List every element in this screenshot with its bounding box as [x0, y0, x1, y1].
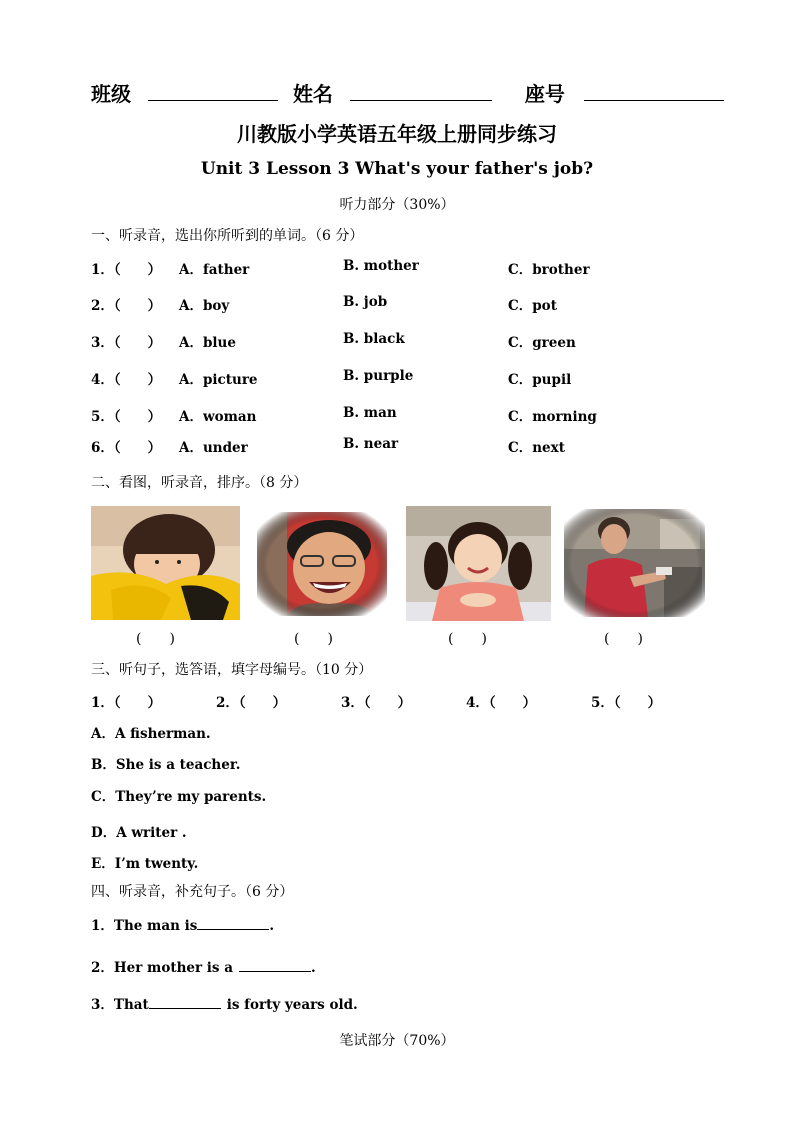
question-number[interactable]: 6．（ ）	[91, 440, 162, 456]
question-number[interactable]: 3．（ ）	[91, 335, 162, 351]
option-b: B. near	[343, 436, 399, 452]
question-number[interactable]: 1．（ ）	[91, 262, 162, 278]
option-a: A．woman	[179, 409, 257, 425]
answer-option-e: E．I’m twenty.	[91, 856, 199, 872]
order-blank-3[interactable]: ( )	[448, 631, 487, 647]
section2-heading: 二、看图，听录音，排序。（8 分）	[91, 475, 308, 491]
photo-smiling-girl	[406, 506, 551, 621]
sentence-3-text: 3．That	[91, 997, 149, 1013]
section1-heading: 一、听录音，选出你所听到的单词。（6 分）	[91, 228, 364, 244]
sentence-1-end: .	[269, 918, 275, 934]
name-field[interactable]	[350, 100, 492, 101]
child-photo-illustration	[91, 506, 240, 620]
answer-option-c: C．They’re my parents.	[91, 789, 267, 805]
header-fields	[91, 78, 724, 107]
option-a: A．blue	[179, 335, 236, 351]
name-label: 姓名	[292, 82, 333, 106]
option-b: B. man	[343, 405, 397, 421]
section3-heading: 三、听句子，选答语，填字母编号。（10 分）	[91, 662, 373, 678]
option-a: A．father	[179, 262, 250, 278]
option-c: C．brother	[508, 262, 590, 278]
question-number[interactable]: 5．（ ）	[91, 409, 162, 425]
sentence-3-blank[interactable]	[149, 1008, 221, 1009]
sentence-1-blank[interactable]	[197, 929, 269, 930]
woman-photo-illustration	[564, 509, 705, 617]
option-c: C．pot	[508, 298, 557, 314]
answer-option-a: A．A fisherman.	[91, 726, 211, 742]
order-blank-2[interactable]: ( )	[294, 631, 333, 647]
class-field[interactable]	[148, 100, 278, 101]
answer-blank-3[interactable]: 3．（ ）	[341, 695, 412, 711]
girl-photo-illustration	[406, 506, 551, 621]
photo-woman-red	[564, 509, 705, 617]
answer-blank-1[interactable]: 1．（ ）	[91, 695, 162, 711]
sentence-1	[91, 914, 274, 934]
photo-child-yellow	[91, 506, 240, 620]
seat-label: 座号	[524, 82, 565, 106]
sentence-2-text: 2．Her mother is a	[91, 960, 233, 976]
option-b: B. mother	[343, 258, 419, 274]
sentence-3-end: is forty years old.	[226, 997, 358, 1013]
photo-laughing-man	[257, 512, 387, 616]
page-subtitle: Unit 3 Lesson 3 What's your father's job?	[200, 159, 594, 179]
class-label: 班级	[91, 82, 131, 106]
option-b: B. job	[343, 294, 388, 310]
option-c: C．morning	[508, 409, 597, 425]
question-number[interactable]: 4．（ ）	[91, 372, 162, 388]
listening-part-heading: 听力部分（30%）	[339, 197, 455, 213]
man-photo-illustration	[257, 512, 387, 616]
answer-blank-5[interactable]: 5．（ ）	[591, 695, 662, 711]
seat-field[interactable]	[584, 100, 724, 101]
option-b: B. purple	[343, 368, 414, 384]
option-a: A．under	[179, 440, 248, 456]
answer-option-b: B．She is a teacher.	[91, 757, 241, 773]
sentence-2-blank[interactable]	[239, 971, 311, 972]
option-a: A．picture	[179, 372, 258, 388]
sentence-2-end: .	[310, 960, 316, 976]
option-a: A．boy	[179, 298, 230, 314]
sentence-2	[91, 956, 316, 976]
answer-blank-4[interactable]: 4．（ ）	[466, 695, 537, 711]
page-title: 川教版小学英语五年级上册同步练习	[237, 122, 557, 146]
option-b: B. black	[343, 331, 405, 347]
option-c: C．pupil	[508, 372, 572, 388]
sentence-1-text: 1．The man is	[91, 918, 198, 934]
option-c: C．next	[508, 440, 565, 456]
option-c: C．green	[508, 335, 576, 351]
order-blank-4[interactable]: ( )	[604, 631, 643, 647]
order-blank-1[interactable]: ( )	[136, 631, 175, 647]
sentence-3	[91, 993, 358, 1013]
answer-blank-2[interactable]: 2．（ ）	[216, 695, 287, 711]
written-part-heading: 笔试部分（70%）	[339, 1033, 455, 1049]
section4-heading: 四、听录音，补充句子。（6 分）	[91, 884, 294, 900]
answer-option-d: D．A writer .	[91, 825, 187, 841]
question-number[interactable]: 2．（ ）	[91, 298, 162, 314]
